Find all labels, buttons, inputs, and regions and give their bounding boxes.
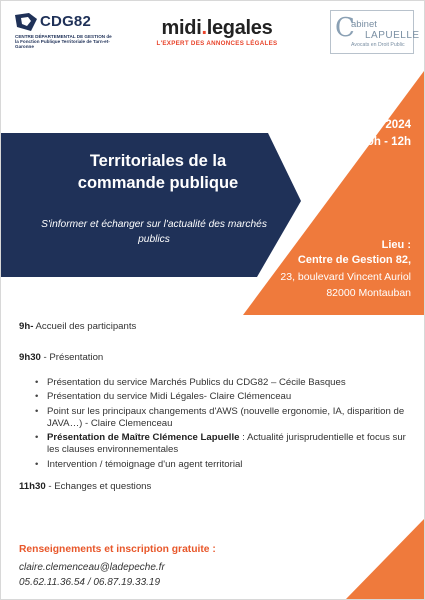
event-subtitle: S'informer et échanger sur l'actualité des marchés publics [41, 219, 267, 245]
program-item-time: 9h- [19, 321, 34, 332]
program-item-text: - Présentation [40, 352, 104, 363]
cdg82-name: CDG82 [40, 13, 92, 30]
cdg82-subtitle: CENTRE DÉPARTEMENTAL DE GESTION de la Fonction Publique Territoriale de Tarn-et-Garonne [15, 34, 112, 50]
program-item-time: 9h30 [19, 352, 41, 363]
program-item-welcome [19, 321, 414, 332]
midi-legales-logo [147, 17, 287, 57]
list-item-rest: : Actualité jurisprudentielle et focus sur les clauses environnementales [47, 432, 406, 456]
lieu-label: Lieu : [381, 239, 411, 251]
midi-legales-wordmark [147, 17, 287, 39]
lieu-address-line2: 82000 Montauban [326, 287, 411, 299]
presentation-list [19, 377, 414, 471]
midi-dot: . [201, 17, 207, 39]
program-item-presentation [19, 352, 414, 363]
midi-legales-tagline: L'EXPERT DES ANNONCES LÉGALES [156, 40, 278, 47]
list-item [45, 432, 414, 457]
program-item-text: Accueil des participants [33, 321, 137, 332]
list-item-bold: Présentation de Maître Clémence Lapuelle [47, 432, 240, 444]
event-title: Territoriales de la commande publique [77, 152, 239, 192]
lapuelle-line3: Avocats en Droit Public [351, 42, 405, 48]
lieu-name: Centre de Gestion 82, [297, 254, 411, 266]
program-item-questions [19, 481, 414, 492]
list-item: • Présentation du service Midi Légales- Claire Clémenceau [45, 391, 414, 403]
lapuelle-line2: LAPUELLE [365, 30, 420, 41]
orange-corner-shape [346, 519, 424, 599]
midi-part1: midi [161, 17, 202, 39]
contact-phones[interactable]: 05.62.11.36.54 / 06.87.19.33.19 [19, 577, 161, 588]
lapuelle-mark: C [335, 13, 355, 43]
list-item: • Point sur les principaux changements d'AWS (nouvelle ergonomie, IA, disparition de JAVA…) - Claire Clemenceau [45, 406, 414, 431]
list-item: • Intervention / témoignage d'un agent territorial [45, 459, 414, 471]
list-item: • Présentation du service Marchés Publics du CDG82 – Cécile Basques [45, 377, 414, 389]
event-time: 9h - 12h [367, 136, 411, 148]
program [19, 321, 414, 512]
event-datetime [281, 117, 411, 151]
cdg82-logo [15, 13, 125, 57]
event-date: 17 octobre 2024 [324, 119, 411, 131]
lieu-address-line1: 23, boulevard Vincent Auriol [280, 271, 411, 283]
lapuelle-line1: abinet [351, 19, 377, 30]
contact-label: Renseignements et inscription gratuite : [19, 544, 216, 555]
contact-email[interactable]: claire.clemenceau@ladepeche.fr [19, 562, 165, 573]
program-item-text: - Echanges et questions [45, 481, 152, 493]
program-item-time: 11h30 [19, 481, 46, 493]
cdg82-mark-icon [15, 13, 37, 31]
midi-part2: legales [206, 17, 273, 39]
cabinet-lapuelle-logo [330, 10, 420, 54]
